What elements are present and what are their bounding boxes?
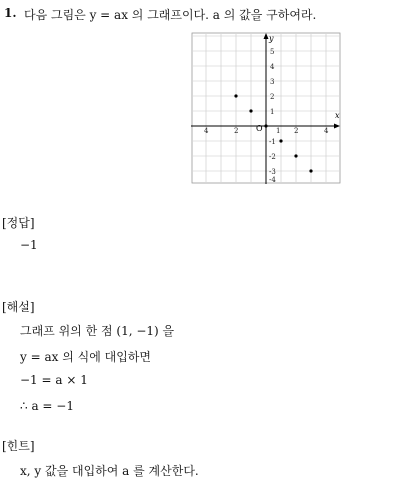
explanation-line: y = ax 의 식에 대입하면 bbox=[20, 350, 151, 364]
y-tick-label: 4 bbox=[270, 63, 275, 71]
y-tick-label: 3 bbox=[270, 78, 275, 86]
hint-label: [힌트] bbox=[2, 439, 35, 453]
graph-point bbox=[294, 154, 297, 157]
question-number: 1. bbox=[4, 6, 17, 20]
question-text: 다음 그림은 y = ax 의 그래프이다. a 의 값을 구하여라. bbox=[24, 8, 317, 22]
y-tick-label: 1 bbox=[270, 108, 275, 116]
explanation-line: ∴ a = −1 bbox=[20, 399, 74, 413]
origin-label: O bbox=[256, 124, 263, 133]
y-tick-label: -2 bbox=[269, 153, 276, 161]
answer-value: −1 bbox=[20, 238, 38, 252]
x-tick-label: 4 bbox=[204, 127, 209, 135]
x-axis-arrow bbox=[334, 124, 340, 129]
x-tick-label: 2 bbox=[294, 127, 299, 135]
x-axis-label: x bbox=[335, 111, 340, 120]
y-axis-label: y bbox=[269, 34, 274, 43]
explanation-label: [해설] bbox=[2, 300, 35, 314]
y-tick-label: -4 bbox=[269, 176, 276, 184]
graph-point bbox=[249, 109, 252, 112]
graph-point bbox=[309, 169, 312, 172]
x-tick-label: 2 bbox=[234, 127, 239, 135]
y-tick-label: -1 bbox=[269, 138, 276, 146]
point-label: 1 bbox=[276, 127, 281, 135]
graph-point bbox=[279, 139, 282, 142]
explanation-line: 그래프 위의 한 점 (1, −1) 을 bbox=[20, 324, 175, 338]
explanation-line: −1 = a × 1 bbox=[20, 373, 88, 387]
answer-label: [정답] bbox=[2, 216, 35, 230]
hint-text: x, y 값을 대입하여 a 를 계산한다. bbox=[20, 464, 199, 478]
y-tick-label: -3 bbox=[269, 168, 276, 176]
x-tick-label: 4 bbox=[324, 127, 329, 135]
coordinate-graph bbox=[191, 32, 341, 184]
graph-point bbox=[264, 124, 267, 127]
y-tick-label: 5 bbox=[270, 48, 275, 56]
y-tick-label: 2 bbox=[270, 93, 275, 101]
graph-point bbox=[234, 94, 237, 97]
